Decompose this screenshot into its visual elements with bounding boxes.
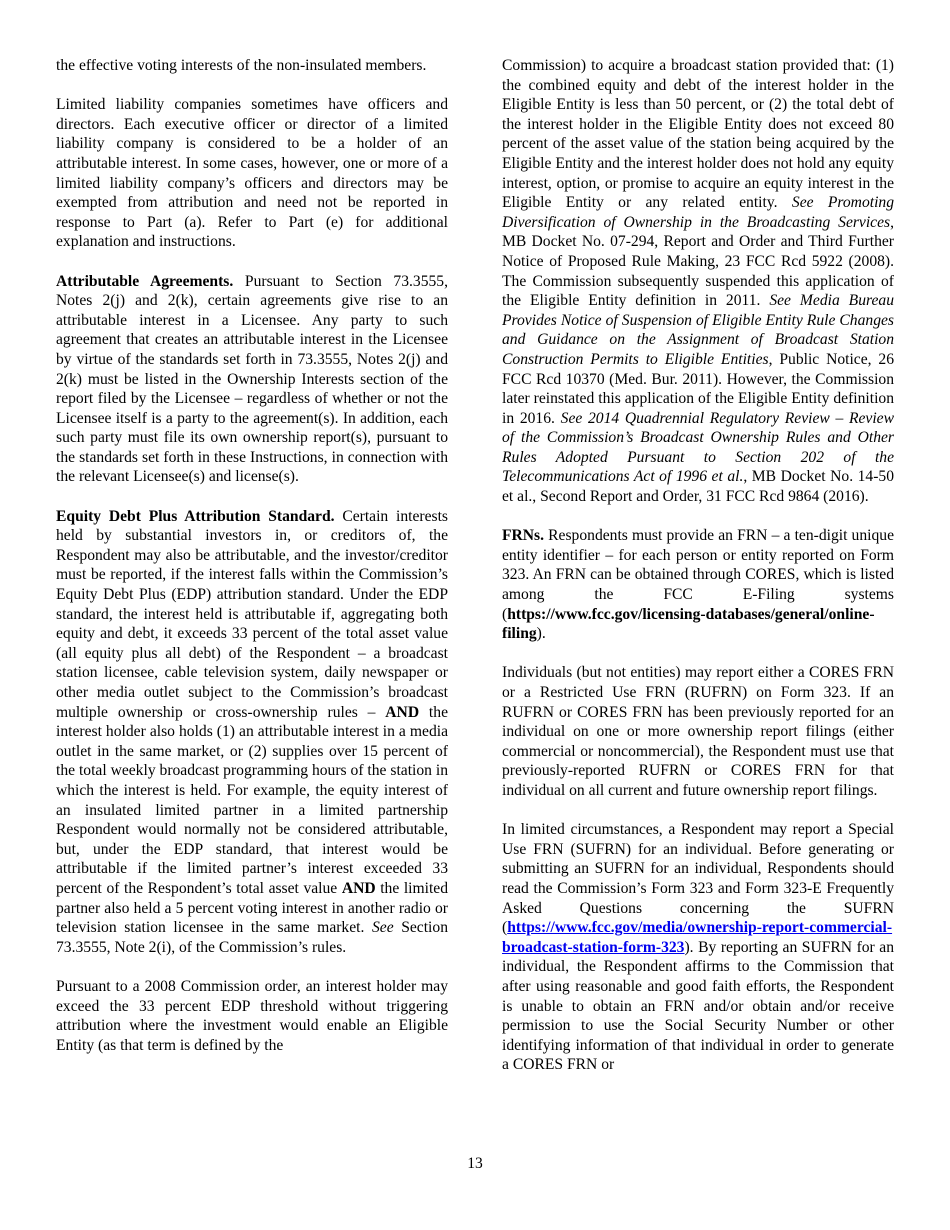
citation-title: See 2014 Quadrennial Regulatory Review – Review of the Commission’s Broadcast Ownership Rules and Other Rules Adopted Pursuant to Section 202 of the Telecommunications Act of 1996 et al.	[502, 409, 895, 486]
citation-title: See Promoting Diversification of Ownership in the Broadcasting Services	[502, 194, 895, 231]
paragraph-llc-officers: Limited liability companies sometimes have officers and directors. Each executive officer or director of a limited liability company is considered to be a holder of an attributable interest. In some cases, however, one or more of a limited liability company’s officers and directors may be exempted from attribution and need not be reported in response to Part (a). Refer to Part (e) for additional explanation and instructions.	[56, 96, 448, 251]
emphasis-and: AND	[341, 879, 376, 897]
paragraph-attributable-agreements: Attributable Agreements. Pursuant to Section 73.3555, Notes 2(j) and 2(k), certain agreements give rise to an attributable interest in a Licensee. Any party to such agreement that creates an attributable interest in the Licensee by virtue of the standards set forth in 73.3555, Notes 2(j) and 2(k) must be listed in the Ownership Interests section of the report filed by the Licensee – regardless of whether or not the Licensee itself is a party to the agreement(s). In addition, each such party must file its own ownership report(s), pursuant to the standards set forth in these Instructions, in connection with the relevant Licensee(s) and license(s).	[56, 272, 449, 486]
page-number: 13	[467, 1155, 483, 1172]
section-heading-edp: Equity Debt Plus Attribution Standard.	[56, 507, 335, 525]
left-column	[56, 56, 448, 1055]
paragraph-2008-order: Pursuant to a 2008 Commission order, an interest holder may exceed the 33 percent EDP threshold without triggering attribution where the investment would enable an Eligible Entity (as that term is defined by the	[56, 977, 448, 1054]
paragraph-voting-interests: the effective voting interests of the non-insulated members.	[56, 57, 427, 74]
paragraph-edp-standard: Equity Debt Plus Attribution Standard. Certain interests held by substantial investors in, or creditors of, the Respondent may also be attributable, and the investor/creditor must be reported, if the interest falls within the Commission’s Equity Debt Plus (EDP) attribution standard. Under the EDP standard, the interest held is attributable if, aggregating both equity and debt, it exceeds 33 percent of the total asset value (all equity plus all debt) of the Respondent – a broadcast station licensee, cable television system, daily newspaper or other media outlet subject to the Commission’s broadcast multiple ownership or cross-ownership rules – AND the interest holder also holds (1) an attributable interest in a media outlet in the same market, or (2) supplies over 15 percent of the total weekly broadcast programming hours of the station in which the interest is held. For example, the equity interest of an insulated limited partner in a limited partnership Respondent would normally not be considered attributable, but, under the EDP standard, that interest would be attributable if the limited partner’s interest exceeded 33 percent of the Respondent’s total asset value AND the limited partner also held a 5 percent voting interest in another radio or television station licensee in the same market. See Section 73.3555, Note 2(i), of the Commission’s rules.	[56, 507, 448, 956]
online-filing-url: https://www.fcc.gov/licensing-databases/general/online-filing	[502, 605, 875, 643]
paragraph-sufrn: In limited circumstances, a Respondent may report a Special Use FRN (SUFRN) for an individual. Before generating or submitting an SUFRN for an individual, Respondents should read the Commission’s Form 323 and Form 323-E Frequently Asked Questions concerning the SUFRN (https://www.fcc.gov/media/ownership-report-commercial-broadcast-station-form-323). By reporting an SUFRN for an individual, the Respondent affirms to the Commission that after using reasonable and good faith efforts, the Respondent is unable to obtain an FRN and/or obtain and/or receive permission to use the Social Security Number or other identifying information of that individual in order to generate a CORES FRN or	[502, 821, 894, 1074]
emphasis-and: AND	[385, 703, 420, 721]
section-heading-attributable-agreements: Attributable Agreements.	[56, 272, 234, 290]
citation-title: See Media Bureau Provides Notice of Suspension of Eligible Entity Rule Changes and Guidance on the Assignment of Broadcast Station Construction Permits to Eligible Entities	[502, 292, 894, 368]
paragraph-frns: FRNs. Respondents must provide an FRN – a ten-digit unique entity identifier – for each person or entity reported on Form 323. An FRN can be obtained through CORES, which is listed among the FCC E-Filing systems (https://www.fcc.gov/licensing-databases/general/online-filing).	[502, 527, 894, 643]
paragraph-eligible-entity: Commission) to acquire a broadcast station provided that: (1) the combined equity and debt of the interest holder in the Eligible Entity is less than 50 percent, or (2) the total debt of the interest holder in the Eligible Entity does not exceed 80 percent of the asset value of the station being acquired by the Eligible Entity and the interest holder does not hold any equity interest, option, or promise to acquire an equity interest in the Eligible Entity or any related entity. See Promoting Diversification of Ownership in the Broadcasting Services, MB Docket No. 07-294, Report and Order and Third Further Notice of Proposed Rule Making, 23 FCC Rcd 5922 (2008). The Commission subsequently suspended this application of the Eligible Entity definition in 2011. See Media Bureau Provides Notice of Suspension of Eligible Entity Rule Changes and Guidance on the Assignment of Broadcast Station Construction Permits to Eligible Entities, Public Notice, 26 FCC Rcd 10370 (Med. Bur. 2011). However, the Commission later reinstated this application of the Eligible Entity definition in 2016. See 2014 Quadrennial Regulatory Review – Review of the Commission’s Broadcast Ownership Rules and Other Rules Adopted Pursuant to Section 202 of the Telecommunications Act of 1996 et al., MB Docket No. 14-50 et al., Second Report and Order, 31 FCC Rcd 9864 (2016).	[502, 57, 895, 506]
section-heading-frns: FRNs.	[502, 527, 545, 545]
paragraph-rufrn: Individuals (but not entities) may report either a CORES FRN or a Restricted Use FRN (RUFRN) on Form 323. If an RUFRN or CORES FRN has been previously reported for an individual on one or more ownership report filings (either commercial or noncommercial), the Respondent must use that previously-reported RUFRN or CORES FRN for that individual on all current and future ownership report filings.	[502, 664, 894, 799]
citation-signal: See	[371, 919, 394, 937]
form-323-faq-link[interactable]: https://www.fcc.gov/media/ownership-report-commercial-broadcast-station-form-323	[502, 919, 893, 956]
right-column	[502, 56, 894, 1075]
